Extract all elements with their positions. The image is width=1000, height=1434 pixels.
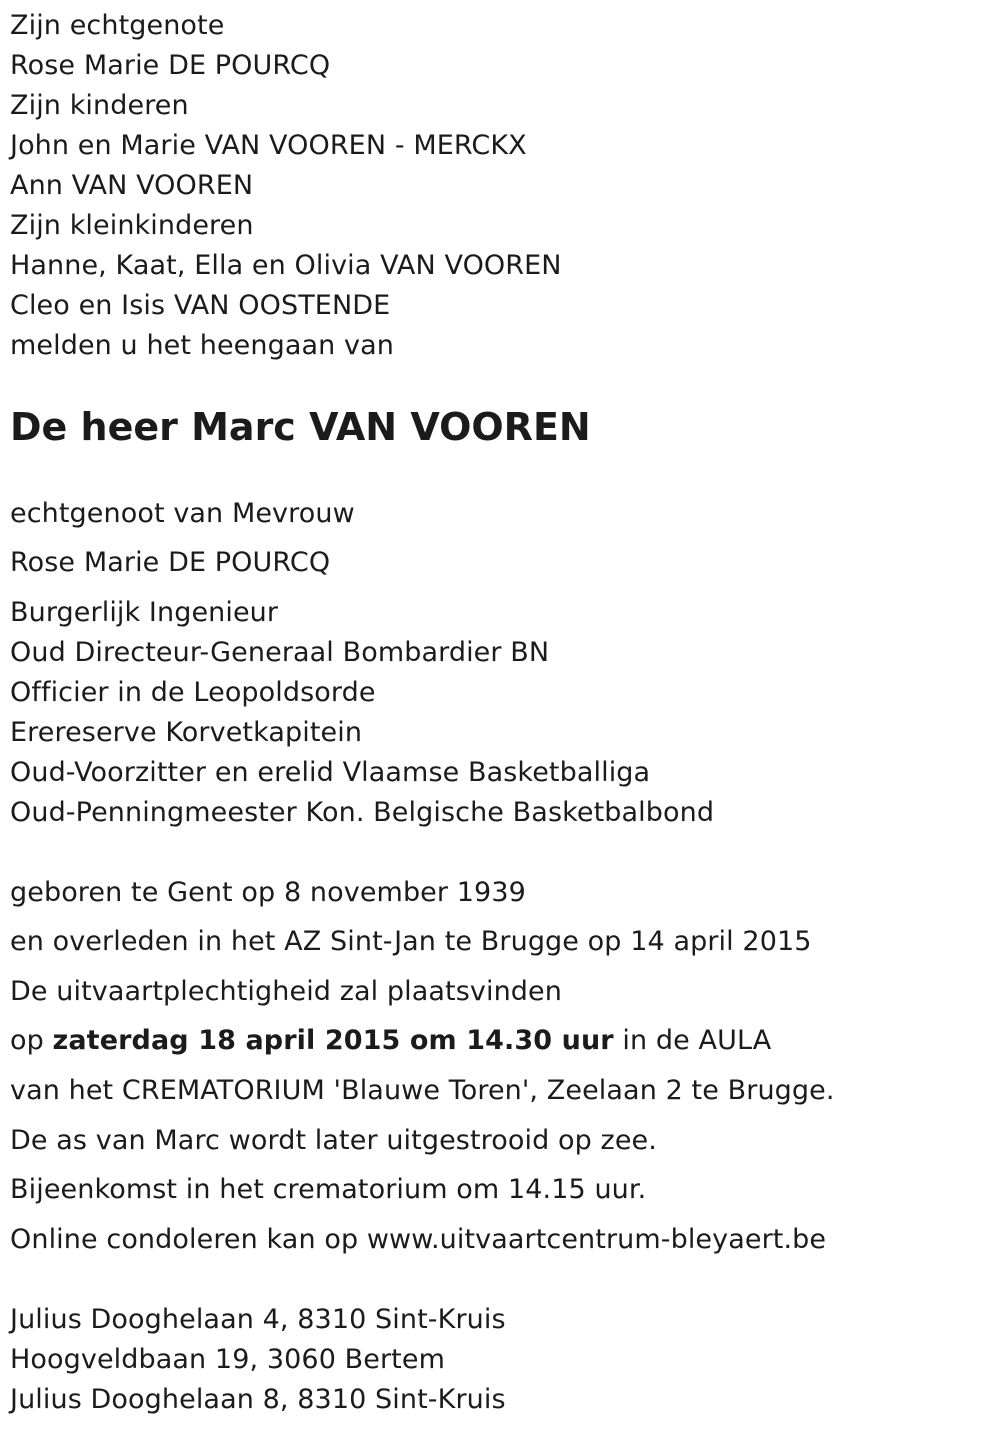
intro-line: John en Marie VAN VOOREN - MERCKX [10, 130, 527, 161]
title-line: Officier in de Leopoldsorde [10, 677, 376, 708]
spouse-name: Rose Marie DE POURCQ [10, 547, 331, 578]
intro-line: Rose Marie DE POURCQ [10, 50, 331, 81]
title-line: Oud-Penningmeester Kon. Belgische Basketbalbond [10, 797, 715, 828]
ceremony-intro: De uitvaartplechtigheid zal plaatsvinden [10, 976, 562, 1007]
address-line: Hoogveldbaan 19, 3060 Bertem [10, 1344, 445, 1375]
intro-line: Hanne, Kaat, Ella en Olivia VAN VOOREN [10, 250, 562, 281]
ashes-line: De as van Marc wordt later uitgestrooid op zee. [10, 1125, 657, 1156]
intro-line: melden u het heengaan van [10, 330, 394, 361]
ceremony-suffix: in de AULA [622, 1025, 772, 1056]
spouse-line: echtgenoot van Mevrouw [10, 498, 355, 529]
title-line: Burgerlijk Ingenieur [10, 597, 279, 628]
title-line: Erereserve Korvetkapitein [10, 717, 363, 748]
title-line: Oud-Voorzitter en erelid Vlaamse Basketballiga [10, 757, 651, 788]
address-line: Julius Dooghelaan 8, 8310 Sint-Kruis [10, 1384, 506, 1415]
condolences-line: Online condoleren kan op www.uitvaartcentrum-bleyaert.be [10, 1224, 827, 1255]
ceremony-datetime: zaterdag 18 april 2015 om 14.30 uur [52, 1025, 614, 1056]
address-line: Julius Dooghelaan 4, 8310 Sint-Kruis [10, 1304, 506, 1335]
ceremony-prefix: op [10, 1025, 44, 1056]
intro-line: Zijn kleinkinderen [10, 210, 254, 241]
intro-line: Zijn echtgenote [10, 10, 225, 41]
ceremony-line [10, 1021, 771, 1061]
intro-line: Cleo en Isis VAN OOSTENDE [10, 290, 391, 321]
intro-line: Ann VAN VOOREN [10, 170, 254, 201]
deceased-name: De heer Marc VAN VOOREN [10, 405, 591, 449]
birth-line: geboren te Gent op 8 november 1939 [10, 877, 526, 908]
venue-line: van het CREMATORIUM 'Blauwe Toren', Zeelaan 2 te Brugge. [10, 1075, 835, 1106]
title-line: Oud Directeur-Generaal Bombardier BN [10, 637, 550, 668]
intro-line: Zijn kinderen [10, 90, 189, 121]
gathering-line: Bijeenkomst in het crematorium om 14.15 uur. [10, 1174, 647, 1205]
death-line: en overleden in het AZ Sint-Jan te Brugge op 14 april 2015 [10, 926, 812, 957]
